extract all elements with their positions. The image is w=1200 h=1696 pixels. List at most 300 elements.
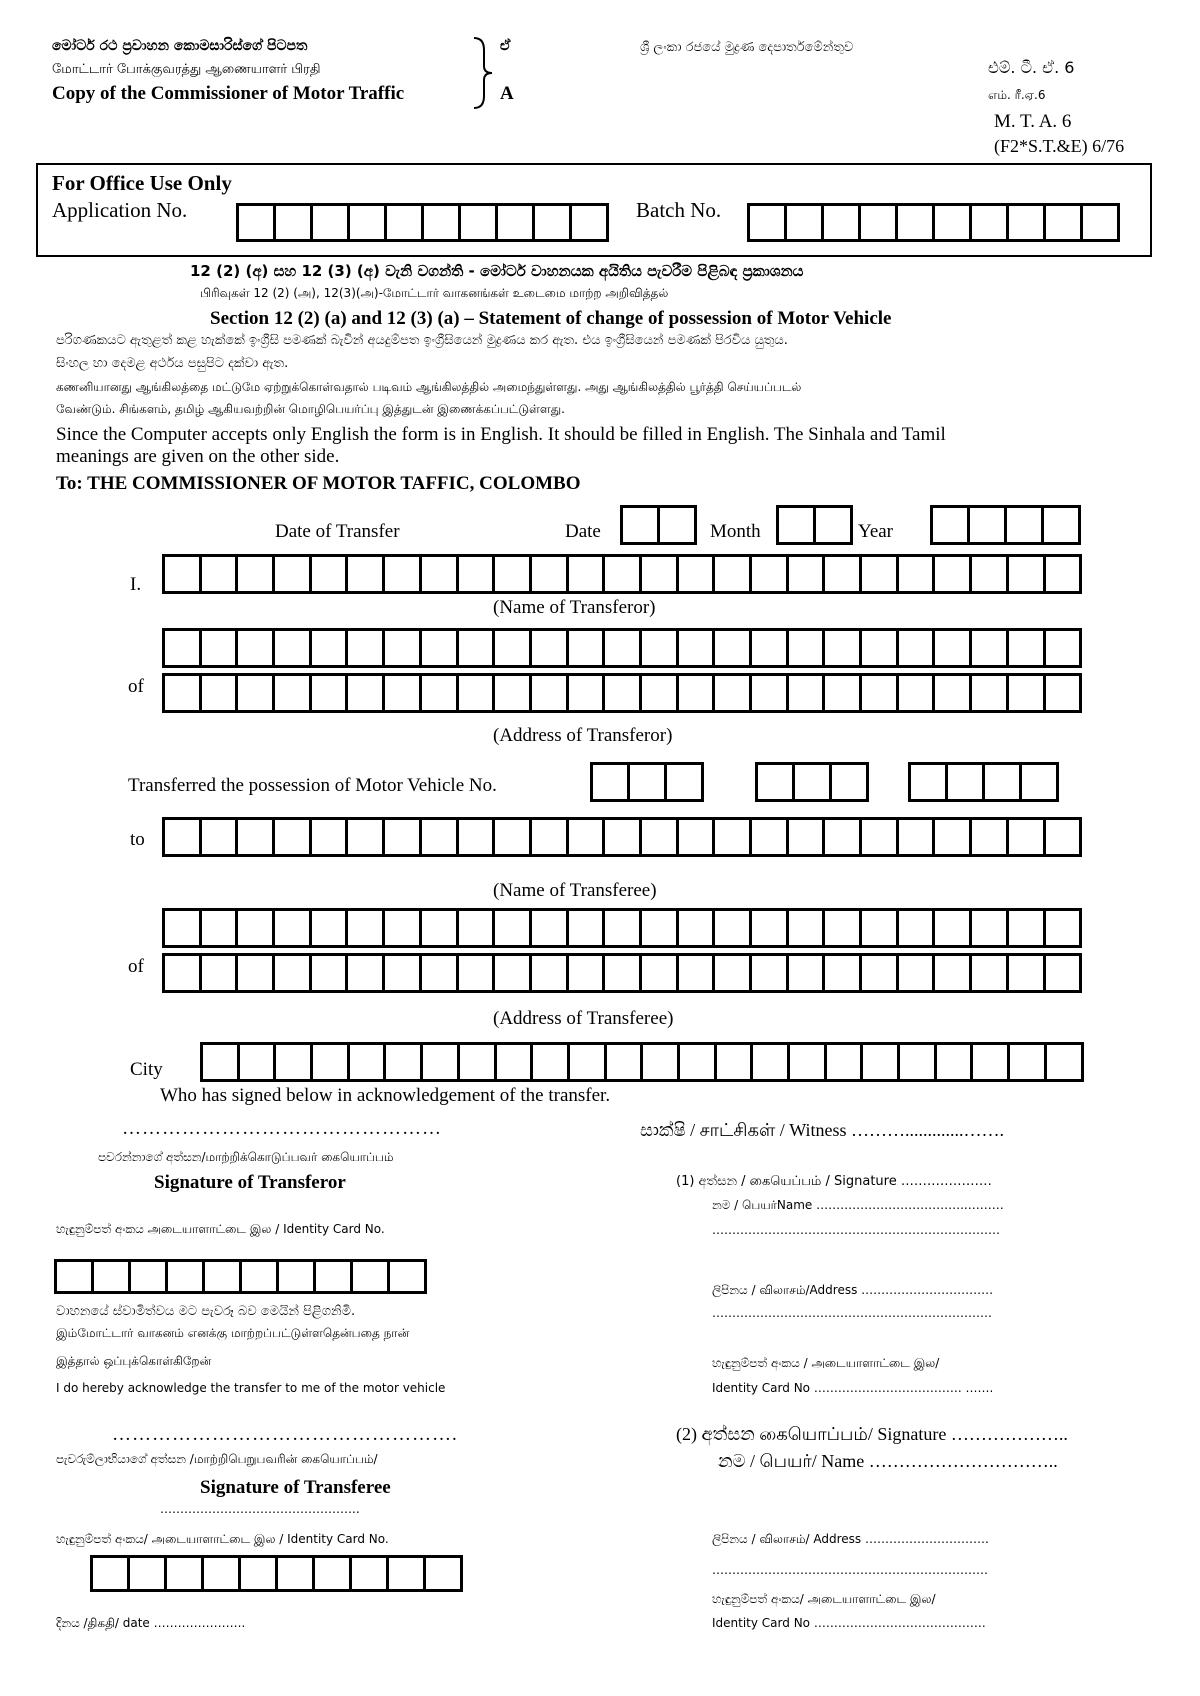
character-box[interactable] xyxy=(679,673,716,713)
character-box[interactable] xyxy=(972,628,1009,668)
instruction-english-2: meanings are given on the other side. xyxy=(56,446,340,467)
character-box[interactable] xyxy=(863,1042,900,1082)
transferee-address-boxes-1[interactable] xyxy=(162,908,1082,948)
character-box[interactable] xyxy=(1007,505,1044,545)
character-box[interactable] xyxy=(202,673,239,713)
addressee: To: THE COMMISSIONER OF MOTOR TAFFIC, COLOMBO xyxy=(56,473,581,494)
character-box[interactable] xyxy=(238,673,275,713)
character-box[interactable] xyxy=(620,505,660,545)
character-box[interactable] xyxy=(827,1042,864,1082)
character-box[interactable] xyxy=(167,1555,204,1592)
character-box[interactable] xyxy=(348,817,385,857)
character-box[interactable] xyxy=(935,628,972,668)
date-label: Date xyxy=(565,521,601,542)
character-box[interactable] xyxy=(605,953,642,993)
character-box[interactable] xyxy=(312,673,349,713)
character-box[interactable] xyxy=(422,673,459,713)
form-code-tamil: எம். ரீ.ஏ.6 xyxy=(988,88,1046,102)
character-box[interactable] xyxy=(973,1042,1010,1082)
character-box[interactable] xyxy=(752,554,789,594)
character-box[interactable] xyxy=(459,908,496,948)
character-box[interactable] xyxy=(825,554,862,594)
character-box[interactable] xyxy=(972,673,1009,713)
character-box[interactable] xyxy=(752,628,789,668)
character-box[interactable] xyxy=(498,203,535,242)
character-box[interactable] xyxy=(389,1555,426,1592)
character-box[interactable] xyxy=(459,673,496,713)
vehicle-no-boxes-3[interactable] xyxy=(908,762,1059,802)
character-box[interactable] xyxy=(202,953,239,993)
character-box[interactable] xyxy=(495,554,532,594)
character-box[interactable] xyxy=(275,817,312,857)
character-box[interactable] xyxy=(642,628,679,668)
transferor-idcard-boxes[interactable] xyxy=(54,1259,427,1294)
character-box[interactable] xyxy=(569,673,606,713)
character-box[interactable] xyxy=(789,554,826,594)
witness2-idcard[interactable]: Identity Card No ……………………………………. xyxy=(712,1616,986,1630)
witness1-address-dots: ……………………………………………………………. xyxy=(712,1306,992,1320)
character-box[interactable] xyxy=(752,817,789,857)
character-box[interactable] xyxy=(899,953,936,993)
transferee-name-caption: (Name of Transferee) xyxy=(493,880,657,901)
character-box[interactable] xyxy=(569,953,606,993)
character-box[interactable] xyxy=(275,908,312,948)
character-box[interactable] xyxy=(460,1042,497,1082)
section-title-sinhala: 12 (2) (අ) සහ 12 (3) (අ) වැනි වගන්ති - මෝටර් වාහනයක අයිතිය පැවරීම පිළිබඳ ප්‍රකාශනය xyxy=(190,262,804,280)
character-box[interactable] xyxy=(279,1259,316,1294)
character-box[interactable] xyxy=(497,1042,534,1082)
character-box[interactable] xyxy=(899,908,936,948)
character-box[interactable] xyxy=(715,628,752,668)
character-box[interactable] xyxy=(532,628,569,668)
character-box[interactable] xyxy=(935,908,972,948)
character-box[interactable] xyxy=(825,673,862,713)
transferee-signature-label: Signature of Transferee xyxy=(200,1477,391,1498)
character-box[interactable] xyxy=(569,908,606,948)
character-box[interactable] xyxy=(276,203,313,242)
character-box[interactable] xyxy=(275,628,312,668)
batch-no-label: Batch No. xyxy=(636,198,722,222)
transferor-address-boxes-2[interactable] xyxy=(162,673,1082,713)
character-box[interactable] xyxy=(495,817,532,857)
application-no-label: Application No. xyxy=(52,198,188,222)
character-box[interactable] xyxy=(423,1042,460,1082)
character-box[interactable] xyxy=(935,953,972,993)
character-box[interactable] xyxy=(312,628,349,668)
character-box[interactable] xyxy=(315,1555,352,1592)
character-box[interactable] xyxy=(1009,817,1046,857)
character-box[interactable] xyxy=(569,554,606,594)
character-box[interactable] xyxy=(422,953,459,993)
character-box[interactable] xyxy=(605,554,642,594)
character-box[interactable] xyxy=(202,817,239,857)
character-box[interactable] xyxy=(753,1042,790,1082)
character-box[interactable] xyxy=(276,1042,313,1082)
witness2-signature[interactable]: (2) අත්සන கையொப்பம்/ Signature ……………….. xyxy=(676,1424,1068,1444)
character-box[interactable] xyxy=(1046,953,1083,993)
character-box[interactable] xyxy=(495,628,532,668)
transferee-date[interactable]: දිනය /திகதி/ date ………………….. xyxy=(56,1616,246,1630)
character-box[interactable] xyxy=(642,673,679,713)
character-box[interactable] xyxy=(422,908,459,948)
print-reference: (F2*S.T.&E) 6/76 xyxy=(994,136,1125,156)
character-box[interactable] xyxy=(352,1555,389,1592)
character-box[interactable] xyxy=(607,1042,644,1082)
character-box[interactable] xyxy=(238,817,275,857)
character-box[interactable] xyxy=(162,908,202,948)
character-box[interactable] xyxy=(316,1259,353,1294)
character-box[interactable] xyxy=(390,1259,427,1294)
character-box[interactable] xyxy=(348,953,385,993)
character-box[interactable] xyxy=(54,1259,94,1294)
copy-code-sinhala: ඒ xyxy=(500,38,511,54)
character-box[interactable] xyxy=(495,953,532,993)
witness2-name[interactable]: නම / பெயர்/ Name ………………………….. xyxy=(718,1451,1058,1471)
character-box[interactable] xyxy=(532,908,569,948)
character-box[interactable] xyxy=(459,953,496,993)
character-box[interactable] xyxy=(238,953,275,993)
character-box[interactable] xyxy=(313,1042,350,1082)
character-box[interactable] xyxy=(642,817,679,857)
character-box[interactable] xyxy=(459,628,496,668)
character-box[interactable] xyxy=(789,673,826,713)
character-box[interactable] xyxy=(350,1042,387,1082)
character-box[interactable] xyxy=(825,953,862,993)
character-box[interactable] xyxy=(572,203,609,242)
form-code-sinhala: එම්. ටී. ඒ. 6 xyxy=(988,58,1075,77)
year-label: Year xyxy=(858,521,894,542)
transferee-address-boxes-2[interactable] xyxy=(162,953,1082,993)
character-box[interactable] xyxy=(385,554,422,594)
month-boxes[interactable] xyxy=(776,505,853,545)
character-box[interactable] xyxy=(1009,908,1046,948)
character-box[interactable] xyxy=(790,1042,827,1082)
character-box[interactable] xyxy=(970,505,1007,545)
character-box[interactable] xyxy=(275,953,312,993)
character-box[interactable] xyxy=(348,554,385,594)
character-box[interactable] xyxy=(424,203,461,242)
character-box[interactable] xyxy=(569,817,606,857)
character-box[interactable] xyxy=(385,673,422,713)
transferee-idcard-boxes[interactable] xyxy=(90,1555,463,1592)
character-box[interactable] xyxy=(131,1259,168,1294)
character-box[interactable] xyxy=(899,628,936,668)
character-box[interactable] xyxy=(715,673,752,713)
character-box[interactable] xyxy=(679,628,716,668)
character-box[interactable] xyxy=(862,673,899,713)
character-box[interactable] xyxy=(752,673,789,713)
character-box[interactable] xyxy=(935,554,972,594)
character-box[interactable] xyxy=(200,1042,240,1082)
brace-icon xyxy=(470,36,500,110)
character-box[interactable] xyxy=(752,908,789,948)
city-boxes[interactable] xyxy=(200,1042,1084,1082)
character-box[interactable] xyxy=(535,203,572,242)
character-box[interactable] xyxy=(348,908,385,948)
character-box[interactable] xyxy=(590,762,630,802)
instruction-tamil-2: வேண்டும். சிங்களம், தமிழ் ஆகியவற்றின் மொழிபெயர்ப்பு இத்துடன் இணைக்கப்பட்டுள்ளது. xyxy=(56,402,565,416)
character-box[interactable] xyxy=(1009,203,1046,242)
character-box[interactable] xyxy=(242,1259,279,1294)
character-box[interactable] xyxy=(752,953,789,993)
character-box[interactable] xyxy=(569,628,606,668)
character-box[interactable] xyxy=(789,628,826,668)
character-box[interactable] xyxy=(1009,554,1046,594)
witness1-address[interactable]: ලිපිනය / விலாசம்/Address …………………………… xyxy=(712,1283,994,1297)
character-box[interactable] xyxy=(715,554,752,594)
character-box[interactable] xyxy=(1022,762,1059,802)
character-box[interactable] xyxy=(278,1555,315,1592)
batch-no-boxes[interactable] xyxy=(747,203,1120,242)
witness2-address[interactable]: ලිපිනය / விலாசம்/ Address …………………………. xyxy=(712,1532,989,1546)
character-box[interactable] xyxy=(935,817,972,857)
instruction-sinhala-2: සිංහල හා දෙමළ අර්ථය පසුපිට දක්වා ඇත. xyxy=(56,356,289,371)
character-box[interactable] xyxy=(162,673,202,713)
character-box[interactable] xyxy=(168,1259,205,1294)
character-box[interactable] xyxy=(679,908,716,948)
witness1-idcard[interactable]: Identity Card No ………………………………. ……. xyxy=(712,1381,994,1395)
character-box[interactable] xyxy=(642,953,679,993)
character-box[interactable] xyxy=(948,762,985,802)
character-box[interactable] xyxy=(972,953,1009,993)
character-box[interactable] xyxy=(202,908,239,948)
character-box[interactable] xyxy=(350,203,387,242)
character-box[interactable] xyxy=(717,1042,754,1082)
character-box[interactable] xyxy=(899,817,936,857)
character-box[interactable] xyxy=(862,628,899,668)
character-box[interactable] xyxy=(605,908,642,948)
character-box[interactable] xyxy=(422,554,459,594)
character-box[interactable] xyxy=(789,817,826,857)
character-box[interactable] xyxy=(532,817,569,857)
character-box[interactable] xyxy=(1009,953,1046,993)
year-boxes[interactable] xyxy=(930,505,1081,545)
character-box[interactable] xyxy=(532,554,569,594)
character-box[interactable] xyxy=(679,817,716,857)
character-box[interactable] xyxy=(312,817,349,857)
acknowledge-tamil-2: இத்தால் ஒப்புக்கொள்கிறேன் xyxy=(56,1354,212,1368)
month-label: Month xyxy=(710,521,761,542)
acknowledge-sinhala: වාහනයේ ස්වාමිත්වය මට පැවරූ බව මෙයින් පිළිගනිමි. xyxy=(56,1304,356,1319)
copy-label-tamil: மோட்டார் போக்குவரத்து ஆணையாளர் பிரதி xyxy=(52,62,321,77)
character-box[interactable] xyxy=(313,203,350,242)
character-box[interactable] xyxy=(715,817,752,857)
character-box[interactable] xyxy=(1083,203,1120,242)
character-box[interactable] xyxy=(1046,673,1083,713)
character-box[interactable] xyxy=(862,554,899,594)
character-box[interactable] xyxy=(972,908,1009,948)
character-box[interactable] xyxy=(532,673,569,713)
character-box[interactable] xyxy=(312,554,349,594)
transferor-signature-label: Signature of Transferor xyxy=(154,1172,346,1193)
character-box[interactable] xyxy=(238,908,275,948)
date-boxes[interactable] xyxy=(620,505,697,545)
transferee-signature-dots: ………………………………………….. xyxy=(160,1502,360,1516)
witness1-name[interactable]: නම / பெயர்Name ………………………………..……… xyxy=(712,1198,1004,1212)
character-box[interactable] xyxy=(238,628,275,668)
character-box[interactable] xyxy=(972,817,1009,857)
instruction-sinhala-1: පරිගණකයට ඇතුළත් කළ හැක්කේ ඉංග්‍රීසි පමණක් බැවින් අයදුම්පත ඉංග්‍රීසියෙන් මුද්‍රණය කර ඇත. එය ඉංග්‍රීසියෙන් පමණක් පිරවිය යුතුය. xyxy=(56,333,788,348)
acknowledge-english: I do hereby acknowledge the transfer to me of the motor vehicle xyxy=(56,1381,446,1395)
character-box[interactable] xyxy=(275,673,312,713)
character-box[interactable] xyxy=(162,628,202,668)
character-box[interactable] xyxy=(385,628,422,668)
character-box[interactable] xyxy=(385,953,422,993)
character-box[interactable] xyxy=(935,203,972,242)
character-box[interactable] xyxy=(832,762,869,802)
witness1-name-dots: ……………………………………………………………… xyxy=(712,1223,1000,1237)
character-box[interactable] xyxy=(532,953,569,993)
character-box[interactable] xyxy=(755,762,795,802)
character-box[interactable] xyxy=(930,505,970,545)
character-box[interactable] xyxy=(1009,673,1046,713)
character-box[interactable] xyxy=(642,554,679,594)
character-box[interactable] xyxy=(985,762,1022,802)
character-box[interactable] xyxy=(240,1042,277,1082)
character-box[interactable] xyxy=(862,817,899,857)
date-of-transfer-label: Date of Transfer xyxy=(275,521,400,542)
character-box[interactable] xyxy=(1046,908,1083,948)
vehicle-no-boxes-2[interactable] xyxy=(755,762,869,802)
character-box[interactable] xyxy=(776,505,816,545)
character-box[interactable] xyxy=(900,1042,937,1082)
character-box[interactable] xyxy=(795,762,832,802)
character-box[interactable] xyxy=(605,628,642,668)
character-box[interactable] xyxy=(348,673,385,713)
character-box[interactable] xyxy=(422,817,459,857)
character-box[interactable] xyxy=(495,908,532,948)
character-box[interactable] xyxy=(898,203,935,242)
character-box[interactable] xyxy=(202,628,239,668)
office-use-title: For Office Use Only xyxy=(52,171,232,195)
character-box[interactable] xyxy=(1047,1042,1084,1082)
character-box[interactable] xyxy=(789,908,826,948)
character-box[interactable] xyxy=(667,762,704,802)
character-box[interactable] xyxy=(787,203,824,242)
transferor-name-boxes[interactable] xyxy=(162,554,1082,594)
character-box[interactable] xyxy=(816,505,853,545)
character-box[interactable] xyxy=(1046,628,1083,668)
character-box[interactable] xyxy=(422,628,459,668)
character-box[interactable] xyxy=(935,673,972,713)
character-box[interactable] xyxy=(459,817,496,857)
character-box[interactable] xyxy=(1046,817,1083,857)
transferee-signature-label-si-ta: පැවරුම්ලාභියාගේ අත්සන /மாற்றிபெறுபவரின் கையொப்பம்/ xyxy=(56,1452,378,1466)
character-box[interactable] xyxy=(162,817,202,857)
character-box[interactable] xyxy=(972,554,1009,594)
transferor-signature-line[interactable]: ………………………………………… xyxy=(122,1118,442,1139)
character-box[interactable] xyxy=(825,908,862,948)
character-box[interactable] xyxy=(861,203,898,242)
character-box[interactable] xyxy=(205,1259,242,1294)
character-box[interactable] xyxy=(312,953,349,993)
character-box[interactable] xyxy=(385,908,422,948)
character-box[interactable] xyxy=(825,628,862,668)
character-box[interactable] xyxy=(715,953,752,993)
character-box[interactable] xyxy=(241,1555,278,1592)
character-box[interactable] xyxy=(679,953,716,993)
character-box[interactable] xyxy=(899,554,936,594)
character-box[interactable] xyxy=(162,554,202,594)
character-box[interactable] xyxy=(426,1555,463,1592)
city-label: City xyxy=(130,1059,163,1080)
transferor-idcard-label: හැඳුනුම්පත් අංකය அடையாளாட்டை இல / Identity Card No. xyxy=(56,1222,385,1236)
character-box[interactable] xyxy=(715,908,752,948)
transferor-name-caption: (Name of Transferor) xyxy=(493,597,656,618)
character-box[interactable] xyxy=(643,1042,680,1082)
character-box[interactable] xyxy=(275,554,312,594)
acknowledge-tamil-1: இம்மோட்டார் வாகனம் எனக்கு மாற்றப்பட்டுள்ளதென்பதை நான் xyxy=(56,1326,410,1340)
character-box[interactable] xyxy=(862,953,899,993)
character-box[interactable] xyxy=(385,817,422,857)
character-box[interactable] xyxy=(386,1042,423,1082)
character-box[interactable] xyxy=(747,203,787,242)
character-box[interactable] xyxy=(495,673,532,713)
character-box[interactable] xyxy=(1046,554,1083,594)
character-box[interactable] xyxy=(630,762,667,802)
character-box[interactable] xyxy=(90,1555,130,1592)
character-box[interactable] xyxy=(660,505,697,545)
character-box[interactable] xyxy=(130,1555,167,1592)
section-title-english: Section 12 (2) (a) and 12 (3) (a) – Statement of change of possession of Motor Vehicle xyxy=(210,308,892,329)
character-box[interactable] xyxy=(679,554,716,594)
character-box[interactable] xyxy=(570,1042,607,1082)
character-box[interactable] xyxy=(533,1042,570,1082)
copy-code: A xyxy=(500,83,514,104)
character-box[interactable] xyxy=(204,1555,241,1592)
instruction-tamil-1: கணனியானது ஆங்கிலத்தை மட்டுமே ஏற்றுக்கொள்வதால் படிவம் ஆங்கிலத்தில் அமைந்துள்ளது. அது ஆங்கிலத்தில் பூர்த்தி செய்யப்படல் xyxy=(56,380,802,394)
section-title-tamil: பிரிவுகள் 12 (2) (அ), 12(3)(அ)-மோட்டார் வாகனங்கள் உடைமை மாற்ற அறிவித்தல் xyxy=(200,286,669,300)
transferor-address-boxes-1[interactable] xyxy=(162,628,1082,668)
vehicle-no-boxes-1[interactable] xyxy=(590,762,704,802)
character-box[interactable] xyxy=(348,628,385,668)
character-box[interactable] xyxy=(1044,505,1081,545)
character-box[interactable] xyxy=(387,203,424,242)
to-label: to xyxy=(130,829,145,850)
character-box[interactable] xyxy=(862,908,899,948)
character-box[interactable] xyxy=(312,908,349,948)
character-box[interactable] xyxy=(908,762,948,802)
character-box[interactable] xyxy=(94,1259,131,1294)
character-box[interactable] xyxy=(202,554,239,594)
character-box[interactable] xyxy=(1010,1042,1047,1082)
character-box[interactable] xyxy=(972,203,1009,242)
application-no-boxes[interactable] xyxy=(236,203,609,242)
character-box[interactable] xyxy=(1046,203,1083,242)
transferee-signature-line[interactable]: ……………………………………………. xyxy=(112,1424,458,1445)
character-box[interactable] xyxy=(353,1259,390,1294)
character-box[interactable] xyxy=(1009,628,1046,668)
character-box[interactable] xyxy=(824,203,861,242)
witness-heading: සාක්ෂි / சாட்சிகள் / Witness ……….............……. xyxy=(640,1120,1004,1140)
character-box[interactable] xyxy=(789,953,826,993)
transferee-name-boxes[interactable] xyxy=(162,817,1082,857)
character-box[interactable] xyxy=(461,203,498,242)
transferor-address-caption: (Address of Transferor) xyxy=(493,725,673,746)
character-box[interactable] xyxy=(825,817,862,857)
character-box[interactable] xyxy=(238,554,275,594)
character-box[interactable] xyxy=(937,1042,974,1082)
character-box[interactable] xyxy=(162,953,202,993)
character-box[interactable] xyxy=(605,817,642,857)
character-box[interactable] xyxy=(236,203,276,242)
character-box[interactable] xyxy=(459,554,496,594)
character-box[interactable] xyxy=(899,673,936,713)
character-box[interactable] xyxy=(605,673,642,713)
character-box[interactable] xyxy=(680,1042,717,1082)
witness1-signature[interactable]: (1) අත්සන / கையெப்பம் / Signature ………………… xyxy=(676,1174,992,1189)
character-box[interactable] xyxy=(642,908,679,948)
